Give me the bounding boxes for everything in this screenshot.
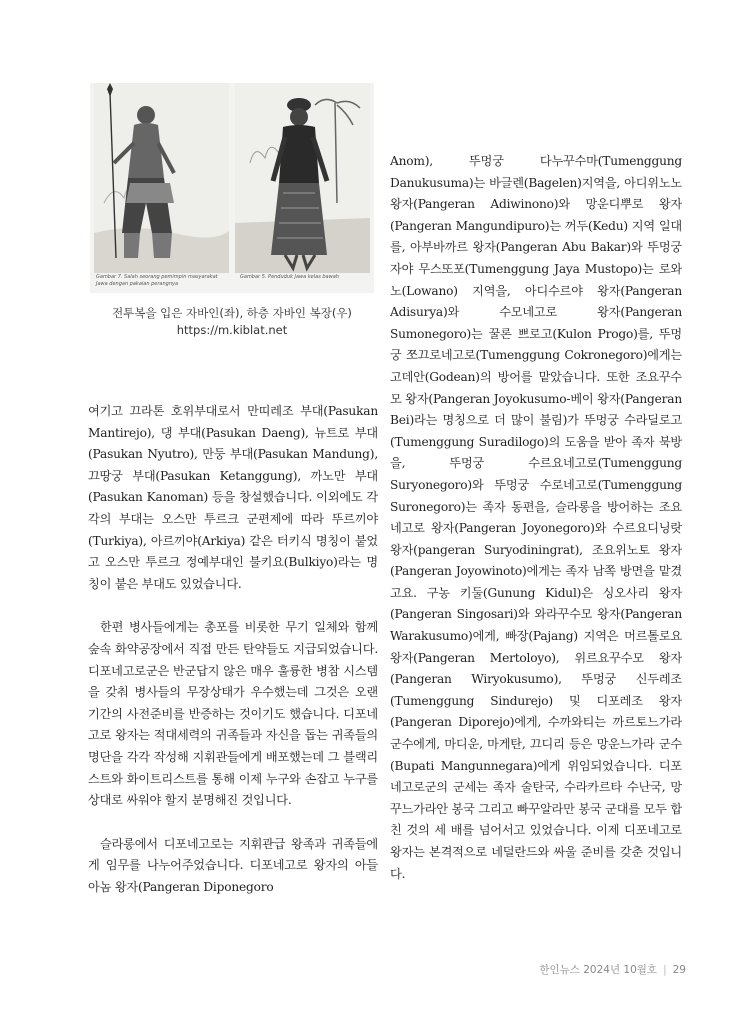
right-paragraph-1: Anom), 뚜멍궁 다누꾸수마(Tumenggung Danukusuma)는 바글렌(Bagelen)지역을, 아디위노노 왕자(Pangeran Adiwinono)와 망운디뿌로 왕자(Pangeran Mangundipuro)는 꺼두(Kedu) 지역 일대를, 아부바까르 왕자(Pangeran Abu Bakar)와 뚜멍궁 자야 무스또포(Tumenggung Jaya Mustopo)는 로와노(Lowano) 지역을, 아디수르야 왕자(Pangeran Adisurya)와 수모네고로 왕자(Pangeran Sumonegoro)는 꿀론 쁘로고(Kulon Progo)를, 뚜멍궁 쪼끄로네고로(Tumenggung Cokronegoro)에게는 고데안(Godean)의 방어를 맡았습니다. 또한 조요꾸수모 왕자(Pangeran Joyokusumo-베이 왕자(Pangeran Bei)라는 명칭으로 더 많이 불림)가 뚜멍궁 수라딜로고(Tumenggung Suradilogo)의 도움을 받아 족자 북방을, 뚜멍궁 수르요네고로(Tumenggung Suryonegoro)와 뚜멍궁 수로네고로(Tumenggung Suronegoro)는 족자 동편을, 슬라롱을 방어하는 조요네고로 왕자(Pangeran Joyonegoro)와 수르요디닝랏 왕자(pangeran Suryodiningrat), 조요위노토 왕자(Pangeran Joyowinoto)에게는 족자 남쪽 방면을 맡겼고요. 구농 키둘(Gunung Kidul)은 싱오사리 왕자(Pangeran Singosari)와 와라꾸수모 왕자(Pangeran Warakusumo)에게, 빠장(Pajang) 지역은 머르톨로요 왕자(Pangeran Mertoloyo), 위르요꾸수모 왕자(Pangeran Wiryokusumo), 뚜멍궁 신두레조(Tumenggung Sindurejo) 및 디포레조 왕자(Pangeran Diporejo)에게, 수까와티는 까르토느가라 군수에게, 마디운, 마게탄, 끄디리 등은 망운느가라 군수(Bupati Mangunnegara)에게 위임되었습니다. 디포네고로군의 군세는 족자 술탄국, 수라카르타 수난국, 망꾸느가라안 봉국 그리고 빠꾸알라만 봉국 군대를 모두 합친 것의 세 배를 넘어서고 있었습니다. 이제 디포네고로 왕자는 본격적으로 네덜란드와 싸울 준비를 갖춘 것입니다. xyxy=(390,154,682,881)
lower-class-javanese-illustration xyxy=(235,83,370,273)
left-paragraph-1: 여기고 끄라톤 호위부대로서 만띠레조 부대(Pasukan Mantirejo), 댕 부대(Pasukan Daeng), 뉴트로 부대(Pasukan Nyutro), 만둥 부대(Pasukan Mandung), 끄땅궁 부대(Pasukan Ketanggung), 까노만 부대(Pasukan Kanoman) 등을 창설했습니다. 이외에도 각각의 부대는 오스만 투르크 군편제에 따라 뚜르끼야(Turkiya), 아르끼야(Arkiya) 같은 터키식 명칭이 붙었고 오스만 투르크 정예부대인 불키요(Bulkiyo)라는 명칭이 붙은 부대도 있었습니다. xyxy=(88,404,378,591)
figure-caption-text: 전투복을 입은 자바인(좌), 하층 자바인 복장(우) xyxy=(112,306,352,320)
page-footer xyxy=(539,962,686,977)
footer-divider: | xyxy=(663,964,667,976)
page-number: 29 xyxy=(672,964,686,976)
publication-name: 한인뉴스 2024년 10월호 xyxy=(539,964,658,976)
figure-source-link[interactable]: https://m.kiblat.net xyxy=(176,323,288,337)
javanese-warrior-illustration xyxy=(94,83,229,273)
figure-small-caption-right: Gambar 5. Penduduk Jawa kelas bawah xyxy=(240,274,339,280)
right-text-column xyxy=(390,151,682,907)
figure-small-caption-left: Gambar 7. Salah seorang pemimpin masyarakat Jawa dengan pakaian perangnya xyxy=(96,274,218,287)
left-paragraph-2: 한편 병사들에게는 총포를 비롯한 무기 일체와 함께 숲속 화약공장에서 직접 만든 탄약들도 지급되었습니다. 디포네고로군은 반군답지 않은 매우 훌륭한 병참 시스템을 갖춰 병사들의 무장상태가 우수했는데 그것은 오랜 기간의 사전준비를 반증하는 것이기도 했습니다. 디포네고로 왕자는 적대세력의 귀족들과 자신을 돕는 귀족들의 명단을 각각 작성해 지휘관들에게 배포했는데 그 블랙리스트와 화이트리스트를 통해 이제 누구와 손잡고 누구를 상대로 싸워야 할지 분명해진 것입니다. xyxy=(88,620,378,808)
left-paragraph-3: 슬라롱에서 디포네고로는 지휘관급 왕족과 귀족들에게 임무를 나누어주었습니다. 디포네고로 왕자의 아들 아놈 왕자(Pangeran Diponegoro xyxy=(88,836,378,894)
left-text-column xyxy=(88,401,378,920)
figure-caption xyxy=(90,305,374,339)
article-figure xyxy=(90,83,374,293)
